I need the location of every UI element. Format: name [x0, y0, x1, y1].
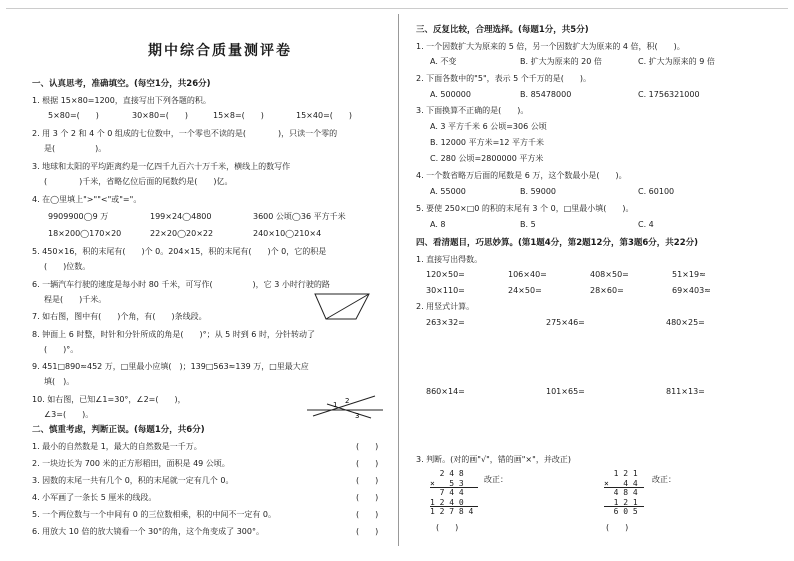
- check-vertical-1: 2 4 8 × 5 3 7 4 4 1 2 4 0 1 2 7 8 4: [430, 469, 474, 516]
- choice-option[interactable]: C. 4: [638, 220, 654, 229]
- q1-item: 15×40=( ): [296, 111, 353, 120]
- oral-calc: 408×50=: [590, 270, 629, 279]
- vertical-rule: [430, 487, 478, 488]
- q7-text: 7. 如右图，图中有( )个角，有( )条线段。: [32, 312, 207, 321]
- choice-option[interactable]: B. 扩大为原来的 20 倍: [520, 57, 602, 66]
- q5-text: 5. 450×16，积的末尾有( )个 0。204×15，积的末尾有( )个 0，它的积是: [32, 247, 327, 256]
- q4-text: 4. 在◯里填上">""<"或"="。: [32, 195, 142, 204]
- q3-text: 3. 地球和太阳的平均距离约是一亿四千九百六十万千米，横线上的数写作: [32, 162, 291, 171]
- q1-item: 5×80=( ): [48, 111, 99, 120]
- section-2-header: 二、慎重考虑，判断正误。(每题1分，共6分): [32, 425, 205, 435]
- check-paren[interactable]: ( ): [606, 523, 629, 532]
- vertical-calc: 480×25=: [666, 318, 705, 327]
- judge-item: 1. 最小的自然数是 1，最大的自然数是一千万。: [32, 442, 202, 451]
- vertical-calc: 811×13=: [666, 387, 705, 396]
- page-title: 期中综合质量测评卷: [148, 43, 292, 59]
- choice-option[interactable]: B. 85478000: [520, 90, 572, 99]
- column-divider: [398, 14, 399, 546]
- oral-calc: 28×60=: [590, 286, 624, 295]
- q8-text-cont: ( )°。: [44, 345, 79, 354]
- q7-trapezoid-figure: [312, 292, 372, 322]
- choice-option[interactable]: A. 500000: [430, 90, 471, 99]
- choice-option[interactable]: B. 59000: [520, 187, 557, 196]
- choice-option[interactable]: C. 1756321000: [638, 90, 700, 99]
- judge-paren[interactable]: ( ): [356, 476, 379, 485]
- vertical-calc: 263×32=: [426, 318, 465, 327]
- q9-text-cont: 填( )。: [44, 377, 75, 386]
- judge-item: 3. 因数的末尾一共有几个 0，积的末尾就一定有几个 0。: [32, 476, 234, 485]
- q4-compare: 3600 公顷◯36 平方千米: [253, 212, 346, 221]
- q4-compare: 240×10◯210×4: [253, 229, 322, 238]
- choice-option[interactable]: B. 12000 平方米=12 平方千米: [430, 138, 544, 147]
- q5-text-cont: ( )位数。: [44, 262, 91, 271]
- q1-item: 15×8=( ): [213, 111, 264, 120]
- q4-compare: 199×24◯4800: [150, 212, 212, 221]
- choice-option[interactable]: C. 280 公顷=2800000 平方米: [430, 154, 544, 163]
- q2-text: 2. 用 3 个 2 和 4 个 0 组成的七位数中，一个零也不读的是( )，只读一个零的: [32, 129, 338, 138]
- angle-label-3: 3: [355, 412, 360, 420]
- q3-text-cont: ( )千米，省略亿位后面的尾数约是( )亿。: [44, 177, 233, 186]
- check-vertical-2: 1 2 1 × 4 4 4 8 4 1 2 1 6 0 5: [604, 469, 638, 516]
- choice-q3: 3. 下面换算不正确的是( )。: [416, 106, 529, 115]
- oral-calc: 69×403≈: [672, 286, 711, 295]
- q10-text: 10. 如右图，已知∠1=30°，∠2=( )，: [32, 395, 186, 404]
- fix-label: 改正：: [484, 475, 508, 484]
- oral-calc: 51×19≈: [672, 270, 706, 279]
- choice-option[interactable]: A. 8: [430, 220, 446, 229]
- judge-paren[interactable]: ( ): [356, 527, 379, 536]
- judge-item: 5. 一个两位数与一个中间有 0 的三位数相乘，积的中间不一定有 0。: [32, 510, 276, 519]
- q9-text: 9. 451□890≈452 万，□里最小应填( )；139□563≈139 万，□里最大应: [32, 362, 309, 371]
- choice-q5: 5. 要使 250×□0 的积的末尾有 3 个 0，□里最小填( )。: [416, 204, 634, 213]
- calc-subtitle-2: 2. 用竖式计算。: [416, 302, 475, 311]
- oral-calc: 106×40=: [508, 270, 547, 279]
- judge-paren[interactable]: ( ): [356, 459, 379, 468]
- section-4-header: 四、看清题目，巧思妙算。(第1题4分，第2题12分，第3题6分，共22分): [416, 238, 699, 248]
- judge-paren[interactable]: ( ): [356, 442, 379, 451]
- judge-item: 6. 用放大 10 倍的放大镜看一个 30°的角，这个角变成了 300°。: [32, 527, 264, 536]
- vertical-rule: [430, 506, 478, 507]
- judge-paren[interactable]: ( ): [356, 493, 379, 502]
- calc-subtitle-1: 1. 直接写出得数。: [416, 255, 483, 264]
- choice-option[interactable]: A. 不变: [430, 57, 457, 66]
- vertical-calc: 275×46=: [546, 318, 585, 327]
- oral-calc: 120×50=: [426, 270, 465, 279]
- choice-option[interactable]: A. 55000: [430, 187, 466, 196]
- choice-q1: 1. 一个因数扩大为原来的 5 倍，另一个因数扩大为原来的 4 倍，积( )。: [416, 42, 685, 51]
- oral-calc: 24×50=: [508, 286, 542, 295]
- check-paren[interactable]: ( ): [436, 523, 459, 532]
- vertical-calc: 101×65=: [546, 387, 585, 396]
- fix-label: 改正：: [652, 475, 676, 484]
- choice-option[interactable]: B. 5: [520, 220, 536, 229]
- angle-label-1: 1: [333, 401, 338, 409]
- vertical-rule: [604, 506, 644, 507]
- q10-angle-figure: [305, 392, 385, 420]
- q1-item: 30×80=( ): [132, 111, 189, 120]
- oral-calc: 30×110=: [426, 286, 465, 295]
- q4-compare: 9909900◯9 万: [48, 212, 109, 221]
- top-edge: [6, 8, 788, 9]
- choice-q2: 2. 下面各数中的"5"，表示 5 个千万的是( )。: [416, 74, 592, 83]
- judge-paren[interactable]: ( ): [356, 510, 379, 519]
- calc-subtitle-3: 3. 判断。(对的画"√"，错的画"×"，并改正): [416, 455, 571, 464]
- q8-text: 8. 钟面上 6 时整，时针和分针所成的角是( )°；从 5 时到 6 时，分针转动了: [32, 330, 315, 339]
- judge-item: 4. 小军画了一条长 5 厘米的线段。: [32, 493, 157, 502]
- q10-text-cont: ∠3=( )。: [44, 410, 94, 419]
- judge-item: 2. 一块边长为 700 米的正方形稻田，面积是 49 公顷。: [32, 459, 230, 468]
- q4-compare: 18×200◯170×20: [48, 229, 122, 238]
- q6-text-cont: 程是( )千米。: [44, 295, 107, 304]
- q2-text-cont: 是( )。: [44, 144, 107, 153]
- choice-q4: 4. 一个数省略万后面的尾数是 6 万，这个数最小是( )。: [416, 171, 627, 180]
- q4-compare: 22×20◯20×22: [150, 229, 214, 238]
- q1-text: 1. 根据 15×80=1200，直接写出下列各题的积。: [32, 96, 211, 105]
- choice-option[interactable]: A. 3 平方千米 6 公顷=306 公顷: [430, 122, 547, 131]
- angle-label-2: 2: [345, 397, 350, 405]
- angle-line-slanted: [313, 396, 375, 416]
- vertical-calc: 860×14=: [426, 387, 465, 396]
- q6-text: 6. 一辆汽车行驶的速度是每小时 80 千米，可写作( )，它 3 小时行驶的路: [32, 280, 330, 289]
- choice-option[interactable]: C. 60100: [638, 187, 675, 196]
- trapezoid-shape: [315, 294, 369, 319]
- section-1-header: 一、认真思考，准确填空。(每空1分，共26分): [32, 79, 211, 89]
- choice-option[interactable]: C. 扩大为原来的 9 倍: [638, 57, 715, 66]
- section-3-header: 三、反复比较，合理选择。(每题1分，共5分): [416, 25, 589, 35]
- vertical-rule: [604, 487, 644, 488]
